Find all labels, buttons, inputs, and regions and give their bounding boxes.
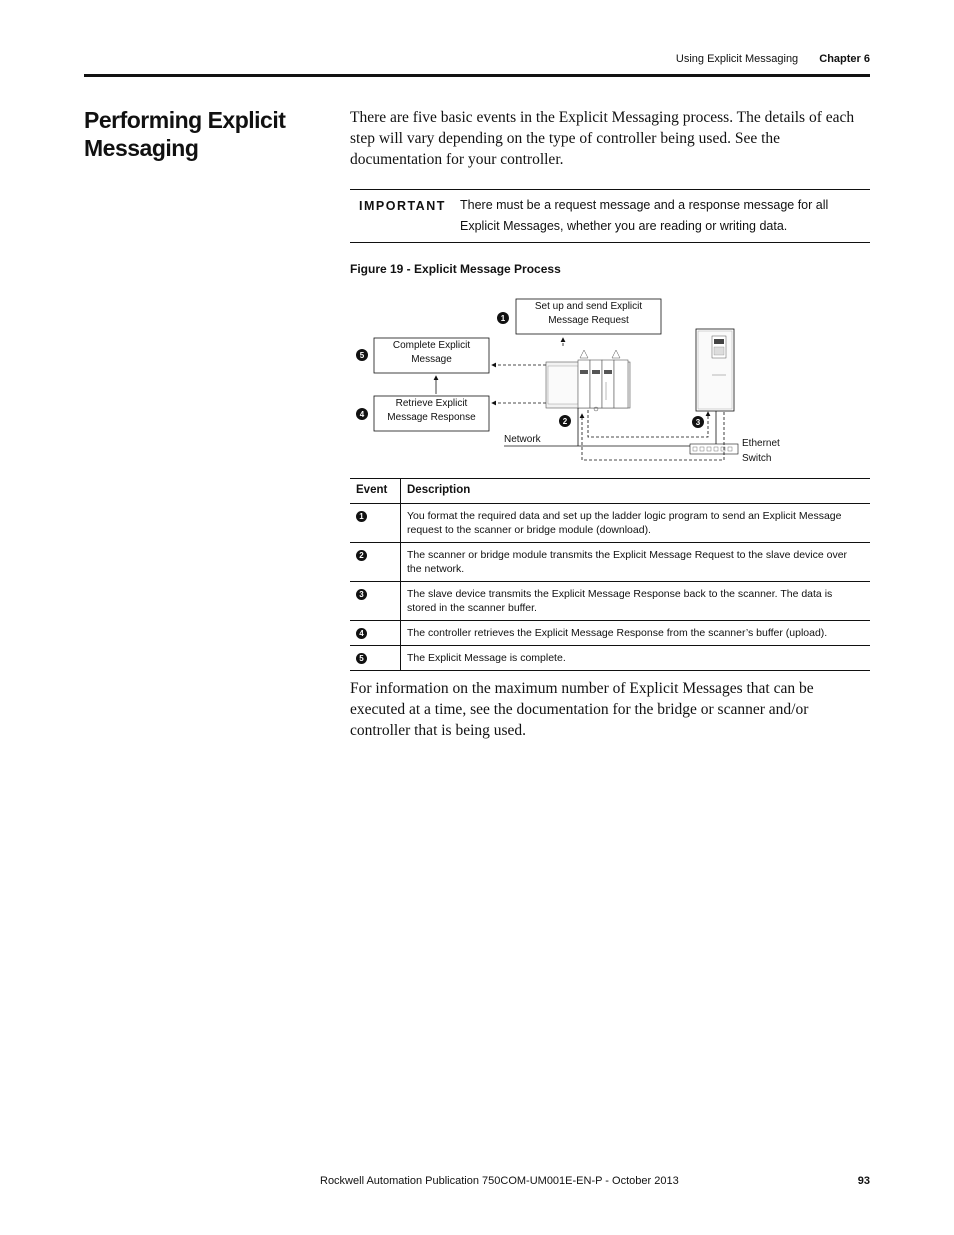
svg-text:4: 4 — [359, 410, 365, 419]
event-marker-3 — [692, 416, 704, 428]
event-badge: 1 — [356, 511, 367, 522]
event-description: The scanner or bridge module transmits the Explicit Message Request to the slave device over the network. — [401, 543, 871, 582]
closing-paragraph: For information on the maximum number of Explicit Messages that can be executed at a time, see the documentation for the bridge or scanner and/or controller that is being used. — [350, 680, 814, 739]
controller-chassis — [546, 350, 630, 411]
explicit-message-diagram — [340, 290, 780, 470]
event-marker-1 — [497, 312, 509, 324]
event-badge: 3 — [356, 589, 367, 600]
footer-publication: Rockwell Automation Publication 750COM-UM001E-EN-P - October 2013 — [320, 1175, 679, 1187]
important-note — [350, 189, 870, 243]
table-row — [350, 543, 870, 582]
event-badge: 5 — [356, 653, 367, 664]
header-section: Using Explicit Messaging — [675, 53, 799, 65]
event-marker-4 — [356, 408, 368, 420]
section-title: Performing Explicit Messaging — [84, 107, 286, 161]
header-rule — [84, 74, 870, 77]
svg-text:2: 2 — [562, 417, 568, 426]
svg-text:5: 5 — [359, 351, 365, 360]
event-marker-5 — [356, 349, 368, 361]
intro-paragraph: There are five basic events in the Explicit Messaging process. The details of each step will vary depending on the type of controller being used. See the documentation for your controller. — [350, 109, 855, 168]
event-description: You format the required data and set up the ladder logic program to send an Explicit Message request to the scanner or bridge module (download). — [401, 504, 871, 543]
header-chapter: Chapter 6 — [819, 53, 870, 65]
important-label: IMPORTANT — [359, 199, 446, 213]
column-header-description: Description — [401, 479, 871, 504]
table-row — [350, 621, 870, 646]
slave-drive — [696, 329, 734, 411]
svg-text:1: 1 — [500, 314, 506, 323]
table-row — [350, 504, 870, 543]
complete-box-label: Complete Explicit Message — [392, 340, 471, 365]
event-description: The slave device transmits the Explicit Message Response back to the scanner. The data is stored in the scanner buffer. — [401, 582, 871, 621]
retrieve-box-label: Retrieve Explicit Message Response — [387, 398, 476, 423]
page-number: 93 — [857, 1175, 870, 1187]
event-description: The Explicit Message is complete. — [401, 646, 871, 671]
network-label: Network — [504, 434, 541, 445]
table-row — [350, 646, 870, 671]
event-marker-2 — [559, 415, 571, 427]
table-header-row — [350, 479, 870, 504]
events-table — [350, 478, 870, 671]
column-header-event: Event — [350, 479, 401, 504]
important-text: There must be a request message and a response message for all Explicit Messages, whether you are reading or writing data. — [460, 198, 829, 233]
svg-text:3: 3 — [695, 418, 701, 427]
table-row — [350, 582, 870, 621]
figure-caption: Figure 19 - Explicit Message Process — [350, 262, 561, 276]
request-box-label: Set up and send Explicit Message Request — [534, 301, 643, 326]
switch-label-line1: Ethernet — [742, 438, 780, 449]
event-description: The controller retrieves the Explicit Message Response from the scanner’s buffer (upload). — [401, 621, 871, 646]
event-badge: 2 — [356, 550, 367, 561]
switch-label-line2: Switch — [742, 453, 772, 464]
event-badge: 4 — [356, 628, 367, 639]
running-header — [676, 53, 870, 65]
